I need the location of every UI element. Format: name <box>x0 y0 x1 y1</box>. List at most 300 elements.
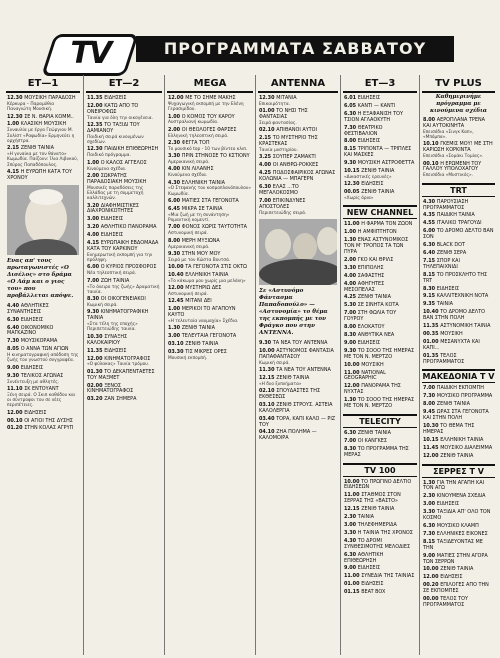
program-description: Ξένη σειρά. Ο Σκιπ καθόδου και οι σύντροφοι του σε νέες περιπέτειες. <box>7 392 76 409</box>
program-description: Ταινία για όλη την οικογένεια. <box>87 115 153 121</box>
program-entry <box>423 597 494 609</box>
program-time: 9.30 <box>87 309 101 316</box>
program-entry <box>423 200 494 212</box>
program-time: 12.15 <box>344 506 362 513</box>
program-time: 12.45 <box>168 298 186 305</box>
program-title: ΕΛΛΗΝΙΚΗ ΤΑΙΝΙΑ <box>440 436 484 443</box>
program-entry <box>87 279 161 296</box>
program-title: ΤΟ ΤΑΞΙΔΙ ΤΟΥ ΔΑΜΙΑΝΟΥ <box>87 122 140 134</box>
program-entry <box>168 273 252 284</box>
program-entry <box>423 273 494 285</box>
program-title: ΕΙΔΗΣΕΙΣ <box>357 565 381 572</box>
program-entry <box>344 507 416 513</box>
program-time: 10.00 <box>344 361 362 368</box>
program-time: 8.00 <box>423 401 437 408</box>
program-entry <box>7 304 79 316</box>
program-entry <box>168 334 252 340</box>
program-time: 6.00 <box>168 198 182 205</box>
program-entry <box>423 287 494 293</box>
program-title: ΕΙΔΗΣΕΙΣ <box>20 316 44 323</box>
program-time: 1.00 <box>87 159 101 166</box>
program-time: 00.20 <box>423 582 441 589</box>
program-title: ΖΕΝΙΘ ΤΑΙΝΙΑ <box>357 429 391 436</box>
program-title: ΟΙ ΘΕΟΛΟΓΕΣ ΦΑΡΣΕΣ <box>181 126 237 133</box>
program-time: 00.05 <box>344 189 362 196</box>
channel-section-header: ΣΕΡΡΕΣ Τ V <box>422 464 495 478</box>
program-entry <box>87 233 161 239</box>
program-time: 03.30 <box>168 349 186 356</box>
program-entry <box>259 109 337 126</box>
program-title: ΖΑΝ ΣΗΜΕΡΑ <box>104 396 137 403</box>
program-time: 5.30 <box>344 302 358 309</box>
program-time: 10.30 <box>423 423 441 429</box>
program-time: 9.00 <box>344 565 358 572</box>
program-time: 6.00 <box>423 228 437 235</box>
program-entry <box>87 204 161 216</box>
program-title: ΜΟΥΣΙΚΟΡΑΜΑ <box>20 338 58 345</box>
program-time: 8.30 <box>423 285 437 292</box>
program-entry <box>423 438 494 444</box>
program-title: ΑΘΛΗΤΙΚΟ ΠΑΝΟΡΑΜΑ <box>100 224 157 231</box>
program-entry <box>259 128 337 134</box>
program-title: ΣΤΗ ΦΩΛΙΑ ΤΟΥ ΓΟΥΡΟΥ <box>344 310 397 323</box>
program-entry <box>344 566 416 572</box>
program-title: ΖΕΝΙΘ ΤΑΙΝΙΑ <box>20 145 54 152</box>
program-description: «Δικαστικές ερευνές» <box>344 174 392 180</box>
program-title: ΣΩΚΡΑΤΗΣ ΠΑΡΑΔΟΣΙΑΚΗ ΜΟΥΣΙΚΗ <box>87 172 147 185</box>
program-time: 02.00 <box>87 382 105 389</box>
program-title: ΤΑ ΝΕΑ ΤΟΥ ANTENNA <box>276 366 331 373</box>
program-title: ΜΕ ΤΟ ΣΗΜΕ ΜΑΚΗΣ <box>185 95 236 101</box>
program-title: ΕΙΔΗΣΕΙΣ <box>436 285 460 292</box>
channel-section-header: TELECITY <box>343 414 417 428</box>
program-title: ΜΙΤΑΝΙΑ <box>276 95 297 101</box>
program-description: Παιδική σειρά κινουμένων σχεδίων. <box>87 134 144 146</box>
program-title: ΠΑΝΟΡΑΜΑ ΤΗΣ ΝΥΧΤΑΣ <box>344 383 401 396</box>
program-description: «Ο Στεφανής του κοσμοπλανόπουλου» Κωμωδία. <box>168 186 251 197</box>
program-title: ΤΙΣ ΜΙΚΡΕΣ ΟΡΕΣ <box>185 349 227 356</box>
program-title: Ο ΑΝΝΑ ΤΩΝ ΑΓΙΩΝ <box>20 346 69 353</box>
program-time: 4.00 <box>344 272 358 279</box>
program-time: 12.30 <box>7 113 25 120</box>
program-entry <box>344 553 416 565</box>
program-time: 7.00 <box>259 197 273 204</box>
program-title: ΤΑ ΓΕΓΟΝΟΤΑ ΣΤΙΣ ΟΚΤΩ <box>185 264 247 271</box>
program-title: ΕΛΑΣ ...ΤΟ ΜΕΓΑΛΟΚΟΣΜΟ <box>259 183 299 196</box>
program-entry <box>168 181 252 198</box>
program-entry <box>87 161 161 172</box>
program-time: 3.00 <box>344 522 358 528</box>
program-title: ΕΠΙΠΟΛΗΣ <box>357 264 384 271</box>
program-time: 12.00 <box>423 452 441 459</box>
program-time: 1.00 <box>7 121 21 128</box>
program-time: 6.30 <box>344 429 358 436</box>
program-description: «Στα τέλη της εποχής» Περιπετειώδης ταινία. <box>87 322 138 333</box>
program-time: 4.25 <box>344 294 358 301</box>
program-time: 2.00 <box>344 256 358 263</box>
program-description: «Χωρίς όρια» <box>344 196 374 202</box>
program-title: ΚΑΤΩ ΑΠΟ ΤΟ ΟΝΕΙΡΟΦΩΣ <box>87 102 139 115</box>
program-title: ΠΑΙΔΙΚΗ ΕΠΙΘΕΩΡΗΣΗ <box>104 146 159 153</box>
program-title: ΖΕΝΙΘ ΤΑΙΝΙΑ <box>357 294 391 301</box>
program-description: Σειρά με τον Κώστα Βουτσά. <box>168 257 231 263</box>
program-entry <box>7 115 79 121</box>
column-antenna <box>255 75 340 655</box>
program-title: ΖΕΝΙΘ ΣΤΡΟΥΣ. ΑΣΤΕΙΑ ΚΑΛΟΛΕΡΓΙΑ <box>259 401 333 414</box>
program-time: 6.30 <box>423 242 437 249</box>
program-entry <box>259 185 337 197</box>
program-entry <box>344 363 416 369</box>
program-title: ΤΑΞΙΔΕΥΟΝΤΑΣ ΜΕ ΤΗΝ <box>423 538 483 551</box>
program-entry <box>259 199 337 216</box>
program-time: 10.15 <box>423 436 441 443</box>
program-time: 2.00 <box>87 172 101 179</box>
program-entry <box>423 502 494 508</box>
program-time: 9.00 <box>423 552 437 559</box>
program-time: 7.30 <box>7 338 21 345</box>
schedule-columns <box>4 75 496 658</box>
program-description: Κωμική σειρά. <box>259 360 290 366</box>
program-entry <box>344 274 416 280</box>
program-description: Αμερικανική σειρά. <box>168 160 210 166</box>
program-entry <box>87 217 161 223</box>
program-time: 2.00 <box>168 126 182 133</box>
program-title: ΑΕΡΟΠΛΑΝΑ ΤΡΕΝΑ ΚΑΙ ΑΥΤΟΚΙΝΗΤΑ <box>423 117 485 129</box>
program-entry <box>423 259 494 271</box>
program-time: 01.00 <box>259 108 277 115</box>
program-description: Επικαιρότητα. <box>259 101 291 107</box>
program-entry <box>7 170 79 182</box>
program-entry <box>344 96 416 102</box>
program-description: Επεισόδια «Σινγκ Καπ», «Μπόμπα». <box>423 129 474 141</box>
program-title: ΤΟ ΔΡΟΜΟ ΔΕΛΤΟ ΒΑΝ ΣΟΝ <box>423 228 494 241</box>
program-entry <box>344 222 416 228</box>
program-entry <box>344 398 416 410</box>
program-entry <box>7 122 79 144</box>
program-entry <box>259 96 337 107</box>
program-title: ΖΕΝΙΘ ΤΑΙΝΙΑ <box>185 341 219 348</box>
program-time: 4.55 <box>423 220 437 227</box>
program-time: 7.30 <box>423 530 437 537</box>
program-title: ΑΘΛΗΤΙΚΕΣ ΣΥΝΑΝΤΗΣΕΙΣ <box>7 302 49 315</box>
program-time: 10.00 <box>168 264 186 271</box>
program-time: 03.10 <box>168 341 186 348</box>
program-time: 11.10 <box>7 385 25 392</box>
program-title: ΤΑΙΝΙΑ <box>436 301 454 308</box>
program-time: 11.35 <box>423 323 441 330</box>
program-description: «Η τελευταία ναυμαχία» Σχέδια. <box>168 319 239 325</box>
program-entry <box>423 583 494 595</box>
program-time: 3.30 <box>344 264 358 271</box>
program-time: 11.00 <box>344 221 362 228</box>
program-entry <box>344 333 416 339</box>
program-time: 6.30 <box>344 551 358 558</box>
program-entry <box>87 349 161 355</box>
program-entry <box>344 161 416 167</box>
program-time: 9.30 <box>168 250 182 257</box>
program-entry <box>423 446 494 452</box>
program-title: ΕΛΛΗΝΙΚΗ ΤΑΙΝΙΑ <box>185 271 229 278</box>
program-entry <box>7 96 79 113</box>
program-entry <box>7 411 79 417</box>
program-entry <box>423 454 494 460</box>
program-title: ΤΟ ΣΟΟΟ ΤΗΣ ΗΜΕΡΑΣ ΜΕ ΤΟΝ Ν. ΜΕΡΤΖΟ <box>344 397 415 410</box>
program-entry <box>423 402 494 408</box>
program-title: ΑΣΤΥΝΟΜΙΚΗ ΤΑΙΝΙΑ <box>440 323 491 330</box>
program-time: 8.05 <box>7 346 21 353</box>
program-title: ΣΠΟΡ ΚΑΙ ΤΗΛΕΠΑΙΧΝΙΔΙ <box>423 257 460 270</box>
program-time: 7.00 <box>423 385 437 392</box>
program-entry <box>344 439 416 445</box>
program-entry <box>344 126 416 138</box>
program-description: Ταινία μυστηρίου. <box>259 148 298 154</box>
program-title: ΕΥΡΩΠΑΙΚΗ ΕΒΔΟΜΑΔΑ ΚΑΤΑ ΤΟΥ ΚΑΡΚΙΝΟΥ <box>87 240 159 252</box>
program-time: 01.00 <box>423 338 441 345</box>
program-entry <box>259 376 337 387</box>
program-title: ΕΛΛΗΝΙΚΗ ΤΑΙΝΙΑ <box>181 179 226 186</box>
program-time: 9.00 <box>344 339 358 346</box>
antenna-show-photo <box>259 219 337 285</box>
program-title: ΕΛΟΚΑΤΟΥ <box>357 324 385 331</box>
program-title: ΕΙΔΗΣΕΙΣ <box>361 581 384 588</box>
program-time: 4.25 <box>259 170 273 177</box>
program-time: 4.35 <box>423 212 437 219</box>
program-time: 9.30 <box>344 160 358 167</box>
channel-section-header: TRT <box>422 183 495 197</box>
program-entry <box>344 190 416 201</box>
program-time: 01.30 <box>87 368 105 375</box>
program-entry <box>259 349 337 366</box>
program-title: ΓΚΕΜΙΣ ΜΟΥ! ΜΕ ΣΤΗ ΚΑΡΙΩΣΗ ΚΟΡΚΙΝΤΑ <box>423 141 493 154</box>
program-entry <box>423 243 494 249</box>
program-title: ΣΤΗΝ ΜΟΥ ΜΟΥ <box>181 250 221 257</box>
channel-section-header: NEW CHANNEL <box>343 205 417 219</box>
program-time: 1.00 <box>344 229 358 236</box>
photo-figure <box>293 233 317 261</box>
program-entry <box>7 347 79 364</box>
program-entry <box>259 368 337 374</box>
program-entry <box>344 295 416 301</box>
program-title: ΑΘΛΗΤΙΚΗ ΕΠΙΘΕΩΡΗΣΗ <box>344 551 384 564</box>
program-entry <box>344 311 416 323</box>
program-title: ΞΕΝΟΣ ΚΙΝΗΜΑΤΟΓΡΑΦΟΣ <box>87 382 134 395</box>
program-title: ΤΕΛΙΚΟΣ ΑΓΩΝΑΣ <box>20 372 64 379</box>
program-title: ΜΑΤΙΕΣ ΣΤΑ ΓΕΓΟΝΟΤΑ <box>181 198 239 205</box>
program-entry <box>423 221 494 227</box>
program-entry <box>344 523 416 529</box>
program-entry <box>344 258 416 264</box>
photo-figure <box>29 189 63 205</box>
program-description: Το μουσικό top - 10 των βίντεο κλιπ. <box>168 146 248 152</box>
program-title: ΖΕΝΙΘ ΤΑΙΝΙΑ <box>361 189 395 196</box>
program-description: Αυστραλιανή κωμωδία. <box>168 120 219 126</box>
program-entry <box>87 104 161 121</box>
program-title: ΠΑΙΔΙΚΗ ΕΚΠΟΜΠΗ <box>436 385 484 392</box>
channel-subtitle: Καθημερινήμε πρόγραμμα με κινούμενα σχέδια <box>430 94 487 114</box>
program-title: ΖΩΗ ΤΑΙΝΙΑ <box>100 277 130 284</box>
program-entry <box>423 394 494 400</box>
program-time: 1.00 <box>168 113 182 120</box>
program-title: ΓΚΟ ΚΑΙ ΘΡΙΛΣ <box>357 256 394 263</box>
program-time: 9.35 <box>423 301 437 308</box>
program-title: ΚΙΝΗΜΑΤΟΓΡΑΦΟΣ <box>104 355 151 362</box>
program-title: ΕΙΔΗΣΕΙΣ <box>104 347 127 354</box>
program-title: ΟΙΚΟΝΟΜΙΚΟ ΜΑΓΚΑΖΙΝΟ <box>7 324 54 337</box>
program-time: 9.00 <box>7 364 21 371</box>
program-entry <box>168 307 252 324</box>
program-time: 8.00 <box>168 237 182 244</box>
program-time: 8.30 <box>87 296 101 303</box>
program-time: 7.00 <box>344 437 358 444</box>
program-description: Κωμική σειρά. <box>87 303 118 309</box>
program-time: 10.40 <box>423 309 441 316</box>
column-et1 <box>4 75 82 655</box>
program-time: 1.30 <box>168 325 182 332</box>
program-entry <box>168 286 252 297</box>
program-title: ΕΙΔΗΣΕΙΣ <box>104 95 127 101</box>
program-time: 8.30 <box>344 331 358 338</box>
program-time: 3.30 <box>423 509 437 516</box>
program-description: Κέρκυρα – Παραμύθια Παναγιώτη Μουσική. <box>7 101 55 113</box>
program-title: ΚΙΝΗΜΑΤΟΓΡΑΦΙΚΗ ΤΑΙΝΙΑ <box>87 309 149 322</box>
program-title: ΤΑΞΙΔΙΑ ΑΠ' ΟΛΟ ΤΟΝ ΚΟΣΜΟ <box>423 509 491 522</box>
program-description: «Η δυο ξυπνήματα» <box>259 381 302 387</box>
program-entry <box>423 213 494 219</box>
program-time: 11.00 <box>344 573 362 580</box>
program-description: Συναυλία με έργα Γεώργιου Μ. Σολίστ «Ραψωδία» Ερμηνεύει η ορχήστρα. <box>7 128 75 144</box>
program-title: ΤΟ ΠΡΟΣΚΛΗΤΟ ΤΗΣ ΤRT <box>423 271 488 284</box>
program-title: ΜΟΥΣΙΚΟ ΔΙΑΛΕΙΜΜΑ <box>440 444 493 451</box>
program-entry <box>423 524 494 530</box>
program-time: 00.35 <box>423 330 441 337</box>
program-time: 3.20 <box>87 224 101 231</box>
photo-figure <box>15 239 77 255</box>
program-entry <box>87 370 161 382</box>
program-time: 00.00 <box>423 596 441 603</box>
program-title: ΔΙΑΦΗΜΙΣΤΙΚΕΣ ΔΙΑΧΡΟΝΙΚΟΤΗΤΕΣ <box>87 202 140 215</box>
program-title: ΕΝΑΣ ΑΣΤΥΝΟΜΙΚΟΣ ΤΟΝ Μ' ΤΡΟΠΟΣ ΤΑ ΤΩΝ ΠΥΡΑ <box>344 237 409 255</box>
program-description: Επεισόδια «Μυστικός». <box>423 173 473 179</box>
program-time: 11.00 <box>344 369 362 376</box>
program-title: ΜΙΤΑΝΙ ΔΕΙ <box>185 298 212 305</box>
program-entry <box>87 174 161 202</box>
program-time: 6.00 <box>87 264 101 271</box>
program-entry <box>344 238 416 256</box>
program-time: 9.30 <box>344 347 358 354</box>
program-entry <box>423 142 494 159</box>
program-title: ΣΥΝΕΔΙΑ ΤΗΣ ΤΑΙΝΙΑΣ <box>361 573 415 580</box>
program-title: ΜΟΥΣΙΚΗ <box>440 330 463 337</box>
program-time: 12.00 <box>87 102 105 109</box>
program-entry <box>344 531 416 537</box>
program-entry <box>344 447 416 459</box>
program-time: 11.35 <box>87 95 105 101</box>
program-title: ΜΑΤΙΕΣ ΣΤΗΝ ΑΓΟΡΑ ΤΩΝ ΣΕΡΡΩΝ <box>423 552 488 565</box>
program-description: Κινούμενα σχέδια. <box>87 166 127 172</box>
program-time: 00.10 <box>7 417 25 424</box>
program-entry <box>423 294 494 300</box>
program-time: 6.01 <box>344 95 358 101</box>
program-title: ΣΚ ΕΝΤΟΥΑΝΤ <box>24 385 59 392</box>
program-time: 02.10 <box>259 388 277 394</box>
program-title: ΕΙΔΗΣΕΙΣ <box>361 181 384 188</box>
channel-section-header: ΜΑΚΕΔΟΝΙΑ Τ V <box>422 369 495 383</box>
program-time: 8.00 <box>423 117 437 123</box>
program-title: ΖΕΝΙΘ ΤΑΙΝΙΑ <box>440 566 474 573</box>
program-entry <box>344 384 416 396</box>
program-description: «Ο φύλακας» Ταινία τρόμου. <box>87 362 150 368</box>
channel-header: ΕΤ—1 <box>6 75 80 93</box>
program-entry <box>423 310 494 322</box>
page-header <box>0 0 500 72</box>
program-entry <box>423 354 494 366</box>
program-title: ΕΠΙΚΙΝΔΥΝΕΣ ΑΠΟΣΤΟΛΕΣ <box>259 197 306 210</box>
program-time: 4.15 <box>7 169 21 175</box>
program-time: 6.45 <box>168 205 182 212</box>
program-time: 03.20 <box>87 396 105 403</box>
program-entry <box>344 582 416 588</box>
column-tvplus <box>419 75 497 655</box>
program-entry <box>168 225 252 236</box>
program-time: 11.00 <box>344 492 362 499</box>
program-entry <box>423 118 494 140</box>
program-entry <box>344 590 416 596</box>
program-time: 03.10 <box>259 401 277 408</box>
program-title: Η ΕΡΩΜΕΝΗ ΤΟΥ ΓΑΛΛΟΥ ΥΠΟΛΟΧΑΓΟΥ <box>423 160 482 173</box>
channel-header: TV PLUS <box>422 75 495 93</box>
program-title: ΖΕΝΙΘ ΤΑΙΝΙΑ <box>361 506 395 513</box>
program-time: 6.30 <box>423 522 437 529</box>
program-entry <box>7 366 79 372</box>
program-description: Αστυνομική σειρά. <box>168 231 209 237</box>
program-description: Κινούμενα σχέδια. <box>168 173 208 179</box>
program-entry <box>344 431 416 437</box>
program-title: ΜΟΥΣΙΚΟ ΠΡΟΓΡΑΜΜΑ <box>436 393 493 400</box>
program-title: ΖΕΝΙΘ ΤΑΙΝΙΑ <box>181 325 215 332</box>
program-title: ΜΕΡΗ ΜΥΞΙΩΝΑ <box>181 237 220 244</box>
program-time: 2.30 <box>168 139 182 146</box>
program-entry <box>259 155 337 161</box>
program-title: ΕΙΔΗΣΕΙΣ <box>100 232 124 239</box>
program-time: 6.05 <box>344 102 358 109</box>
program-title: ΓΙΑ ΤΗΝ ΑΓΑΠΗ ΚΑΙ ΤΟΝ ΑΓΩ <box>423 479 485 492</box>
channel-section-header: TV 100 <box>343 463 417 477</box>
program-title: NATIONAL GEOGRAPHIC <box>344 369 386 382</box>
program-title: ΤΟ ΘΕΜΑ ΤΗΣ ΗΜΕΡΑΣ <box>423 423 475 435</box>
program-title: ΖΕΝΙΘ ΤΑΙΝΙΑ <box>436 401 470 408</box>
program-entry <box>168 167 252 178</box>
channel-header: MEGA <box>167 75 253 93</box>
program-title: ΚΙΝΟΥΜΕΝΑ ΣΧΕΔΙΑ <box>436 493 486 500</box>
program-entry <box>168 128 252 139</box>
program-description: Ψυχαγωγική εκπομπή με την Ελένη Γερασιμίδου. <box>168 101 244 113</box>
program-title: ΑΠΙΘΑΝΟΙ ΑΥΤΟΙ <box>276 127 317 134</box>
program-time: 7.15 <box>423 257 437 264</box>
program-entry <box>344 282 416 294</box>
program-time: 01.00 <box>344 581 362 588</box>
program-title: ΦΟΝΟΣ ΧΩΡΙΣ ΤΑΥΤΟΤΗΤΑ <box>181 224 247 231</box>
program-entry <box>344 371 416 383</box>
program-time: 3.30 <box>168 153 182 160</box>
program-entry <box>344 539 416 551</box>
program-title: ΕΙΔΗΣΕΙΣ <box>20 364 44 371</box>
program-description: Σειρά φαντασίας. <box>259 121 297 127</box>
program-entry <box>87 265 161 276</box>
program-entry <box>344 341 416 347</box>
program-entry <box>168 342 252 348</box>
program-title: ΣΤΗΝ ΚΟΛΑΣ ΑΓΡΥΠ <box>24 425 74 432</box>
program-title: ΚΑΛΛΙΤΕΧΝΙΚΗ ΝΟΤΑ <box>436 293 489 300</box>
